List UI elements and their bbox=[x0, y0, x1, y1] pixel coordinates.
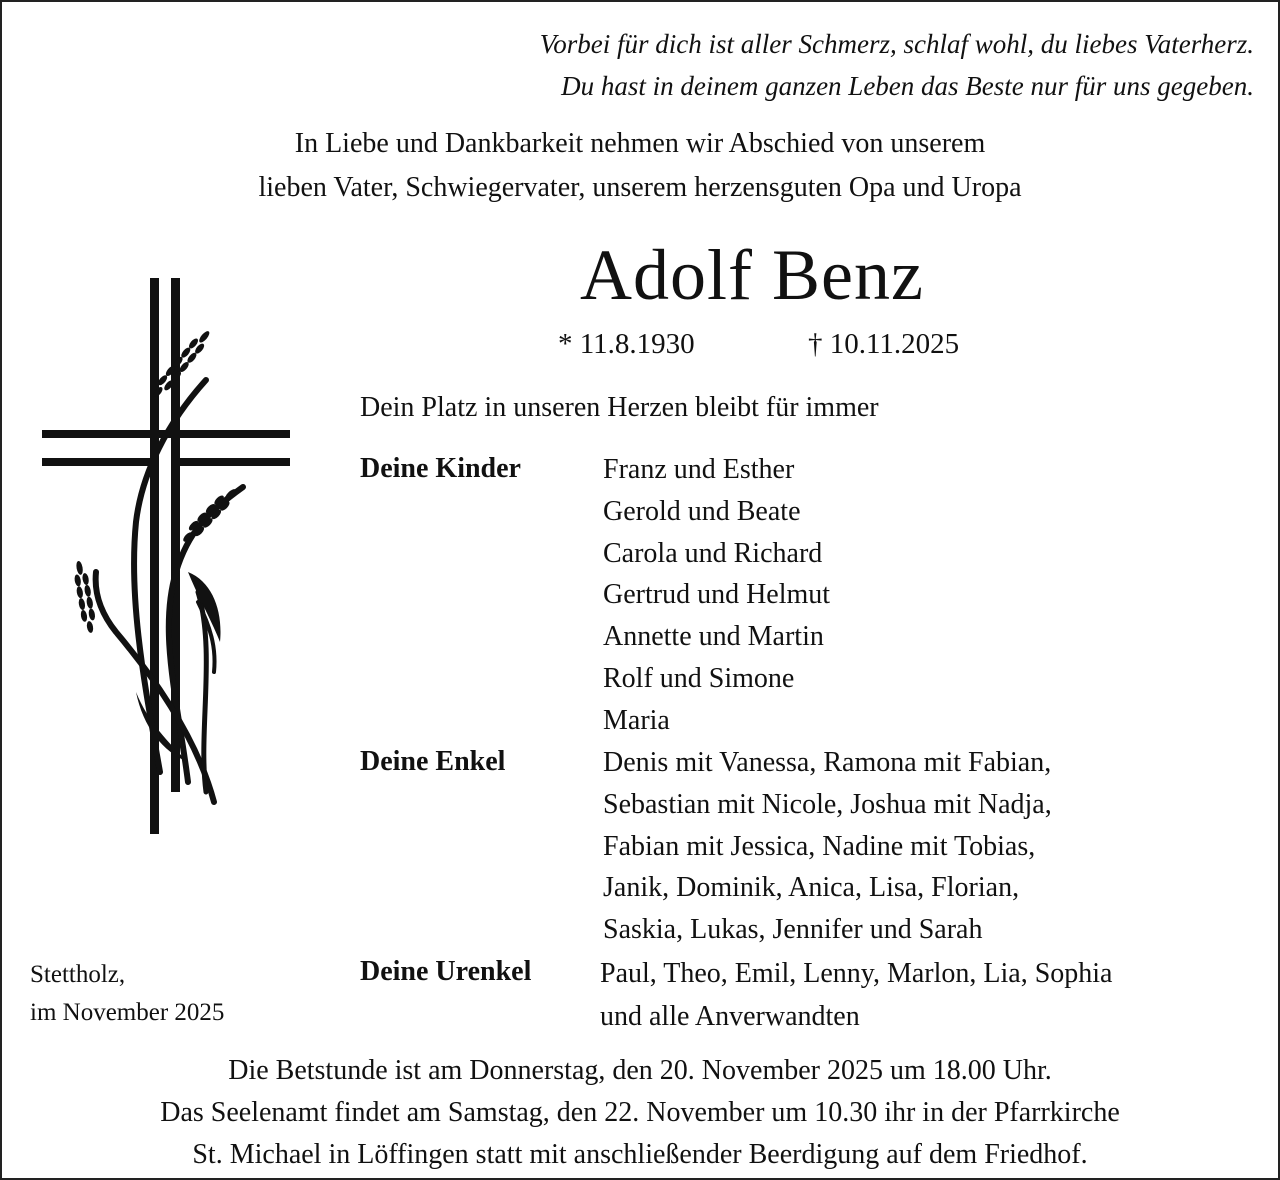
list-item: Paul, Theo, Emil, Lenny, Marlon, Lia, Sophia bbox=[600, 958, 1113, 989]
cross-with-wheat-icon bbox=[38, 272, 298, 842]
subtitle: Dein Platz in unseren Herzen bleibt für immer bbox=[360, 392, 879, 423]
motto-line-2: Du hast in deinem ganzen Leben das Beste nur für uns gegeben. bbox=[561, 71, 1254, 101]
list-item: Gertrud und Helmut bbox=[603, 579, 831, 611]
list-item: Annette und Martin bbox=[603, 621, 824, 653]
motto-line-1: Vorbei für dich ist aller Schmerz, schlaf wohl, du liebes Vaterherz. bbox=[539, 29, 1254, 59]
kinder-label: Deine Kinder bbox=[360, 453, 521, 484]
relatives-line: und alle Anverwandten bbox=[600, 1001, 860, 1032]
list-item: Saskia, Lukas, Jennifer und Sarah bbox=[603, 914, 983, 946]
place-line-1: Stettholz, bbox=[30, 961, 126, 988]
death-date: † 10.11.2025 bbox=[808, 328, 960, 360]
intro-line-1: In Liebe und Dankbarkeit nehmen wir Abschied von unserem bbox=[294, 128, 986, 159]
footer-line-2: Das Seelenamt findet am Samstag, den 22. November um 10.30 ihr in der Pfarrkirche bbox=[160, 1097, 1120, 1128]
list-item: Sebastian mit Nicole, Joshua mit Nadja, bbox=[603, 788, 1052, 820]
list-item: Carola und Richard bbox=[603, 537, 823, 569]
list-item: Gerold und Beate bbox=[603, 495, 801, 527]
birth-date: * 11.8.1930 bbox=[558, 328, 695, 360]
urenkel-label: Deine Urenkel bbox=[360, 956, 532, 987]
list-item: Denis mit Vanessa, Ramona mit Fabian, bbox=[603, 747, 1052, 778]
enkel-list bbox=[603, 742, 1052, 951]
kinder-list bbox=[603, 449, 830, 742]
deceased-name: Adolf Benz bbox=[580, 235, 924, 315]
place-line-2: im November 2025 bbox=[30, 999, 225, 1026]
footer-line-1: Die Betstunde ist am Donnerstag, den 20. November 2025 um 18.00 Uhr. bbox=[228, 1055, 1052, 1086]
footer-line-3: St. Michael in Löffingen statt mit anschließender Beerdigung auf dem Friedhof. bbox=[192, 1139, 1088, 1170]
list-item: Franz und Esther bbox=[603, 454, 795, 485]
list-item: Janik, Dominik, Anica, Lisa, Florian, bbox=[603, 872, 1020, 904]
enkel-label: Deine Enkel bbox=[360, 746, 506, 777]
list-item: Maria bbox=[603, 704, 670, 736]
list-item: Fabian mit Jessica, Nadine mit Tobias, bbox=[603, 830, 1036, 862]
urenkel-list bbox=[600, 953, 1112, 995]
list-item: Rolf und Simone bbox=[603, 662, 795, 694]
intro-line-2: lieben Vater, Schwiegervater, unserem herzensguten Opa und Uropa bbox=[258, 172, 1022, 203]
